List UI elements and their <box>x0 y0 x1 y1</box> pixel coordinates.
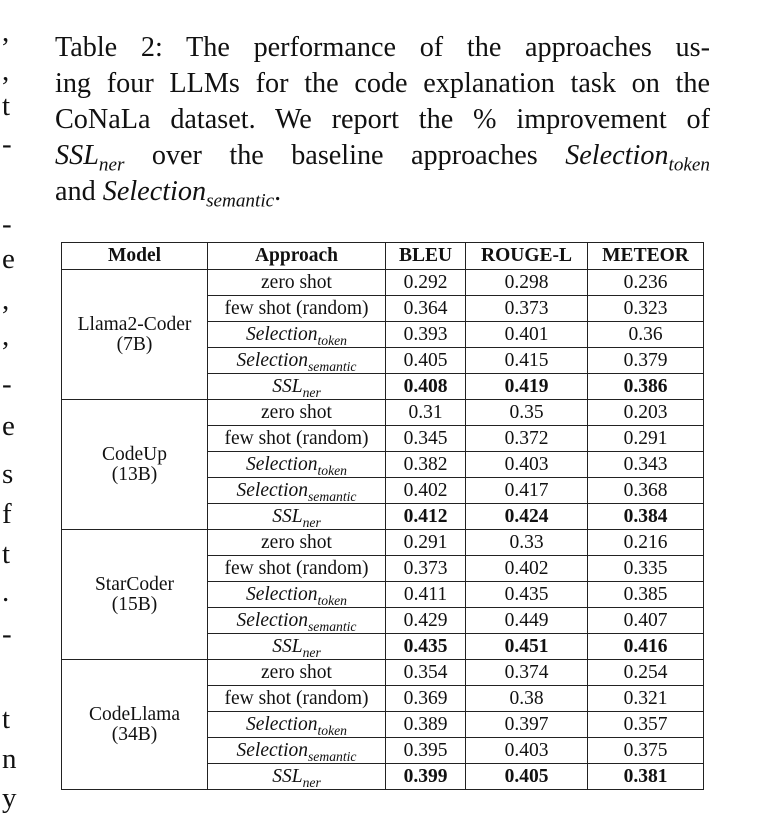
score-rouge-l: 0.33 <box>466 530 588 556</box>
score-rouge-l: 0.374 <box>466 660 588 686</box>
score-bleu: 0.292 <box>386 270 466 296</box>
score-meteor: 0.216 <box>588 530 704 556</box>
score-bleu: 0.31 <box>386 400 466 426</box>
model-name: CodeUp <box>102 444 167 465</box>
selection-semantic-math: Selection$_{semantic}$ <box>102 176 275 212</box>
score-rouge-l: 0.372 <box>466 426 588 452</box>
model-size: (7B) <box>116 333 153 355</box>
score-rouge-l: 0.451 <box>466 634 588 660</box>
margin-fragment: t <box>2 703 11 735</box>
approach-cell <box>208 764 386 790</box>
score-rouge-l: 0.435 <box>466 582 588 608</box>
score-bleu: 0.354 <box>386 660 466 686</box>
table-row <box>62 660 704 686</box>
score-bleu: 0.395 <box>386 738 466 764</box>
score-rouge-l: 0.419 <box>466 374 588 400</box>
score-meteor: 0.254 <box>588 660 704 686</box>
approach-cell <box>208 738 386 764</box>
header-meteor: METEOR <box>588 243 704 270</box>
margin-fragment: . <box>2 576 10 608</box>
score-bleu: 0.364 <box>386 296 466 322</box>
approach-cell: few shot (random) <box>208 556 386 582</box>
score-rouge-l: 0.401 <box>466 322 588 348</box>
header-approach: Approach <box>208 243 386 270</box>
approach-cell <box>208 452 386 478</box>
score-rouge-l: 0.397 <box>466 712 588 738</box>
score-rouge-l: 0.35 <box>466 400 588 426</box>
score-bleu: 0.412 <box>386 504 466 530</box>
approach-math: Selection$_{token}$ <box>245 713 347 738</box>
score-meteor: 0.236 <box>588 270 704 296</box>
model-name: CodeLlama <box>89 704 180 725</box>
score-rouge-l: 0.415 <box>466 348 588 374</box>
score-meteor: 0.323 <box>588 296 704 322</box>
score-rouge-l: 0.403 <box>466 452 588 478</box>
margin-fragment: e <box>2 410 15 442</box>
header-bleu: BLEU <box>386 243 466 270</box>
table-caption <box>55 30 710 210</box>
margin-fragment: t <box>2 538 11 570</box>
approach-cell: zero shot <box>208 270 386 296</box>
margin-fragment: e <box>2 243 15 275</box>
table-row <box>62 530 704 556</box>
header-model: Model <box>62 243 208 270</box>
margin-fragment: , <box>2 320 10 352</box>
approach-cell <box>208 634 386 660</box>
score-meteor: 0.407 <box>588 608 704 634</box>
caption-line-3: CoNaLa dataset. We report the % improvement of <box>55 104 710 135</box>
caption-line-4: $SSL_{ner}$ over the baseline approaches Selection$_{token}$ <box>55 140 710 176</box>
approach-math: Selection$_{semantic}$ <box>236 609 357 634</box>
score-rouge-l: 0.38 <box>466 686 588 712</box>
score-rouge-l: 0.424 <box>466 504 588 530</box>
approach-cell: few shot (random) <box>208 426 386 452</box>
caption-line-1: Table 2: The performance of the approaches us- <box>55 32 710 63</box>
score-meteor: 0.386 <box>588 374 704 400</box>
model-size: (15B) <box>111 593 158 615</box>
score-bleu: 0.408 <box>386 374 466 400</box>
approach-cell <box>208 348 386 374</box>
approach-cell <box>208 374 386 400</box>
score-bleu: 0.373 <box>386 556 466 582</box>
score-bleu: 0.345 <box>386 426 466 452</box>
results-table <box>61 242 704 790</box>
margin-fragment: - <box>2 128 12 160</box>
score-bleu: 0.411 <box>386 582 466 608</box>
approach-math: $SSL_{ner}$ <box>272 765 321 790</box>
table-row <box>62 400 704 426</box>
score-bleu: 0.291 <box>386 530 466 556</box>
score-meteor: 0.416 <box>588 634 704 660</box>
score-meteor: 0.343 <box>588 452 704 478</box>
approach-math: $SSL_{ner}$ <box>272 635 321 660</box>
model-size: (34B) <box>111 723 158 745</box>
margin-fragment: f <box>2 498 12 530</box>
score-meteor: 0.375 <box>588 738 704 764</box>
score-bleu: 0.389 <box>386 712 466 738</box>
score-meteor: 0.291 <box>588 426 704 452</box>
score-bleu: 0.399 <box>386 764 466 790</box>
caption-line-5: and Selection$_{semantic}$. <box>55 176 282 212</box>
score-bleu: 0.435 <box>386 634 466 660</box>
score-rouge-l: 0.298 <box>466 270 588 296</box>
margin-fragment: , <box>2 16 10 48</box>
score-meteor: 0.384 <box>588 504 704 530</box>
score-rouge-l: 0.405 <box>466 764 588 790</box>
model-name: Llama2-Coder <box>77 314 192 335</box>
margin-fragment: t <box>2 90 11 122</box>
model-size: (13B) <box>111 463 158 485</box>
margin-fragment: s <box>2 458 14 490</box>
model-name: StarCoder <box>94 574 175 595</box>
approach-math: $SSL_{ner}$ <box>272 375 321 400</box>
approach-cell <box>208 608 386 634</box>
score-rouge-l: 0.417 <box>466 478 588 504</box>
margin-fragment: - <box>2 618 12 650</box>
caption-line-2: ing four LLMs for the code explanation task on the <box>55 68 710 99</box>
score-meteor: 0.381 <box>588 764 704 790</box>
header-rouge-l: ROUGE-L <box>466 243 588 270</box>
score-meteor: 0.203 <box>588 400 704 426</box>
margin-fragment: - <box>2 368 12 400</box>
approach-cell: zero shot <box>208 400 386 426</box>
score-rouge-l: 0.449 <box>466 608 588 634</box>
margin-fragment: n <box>2 743 17 775</box>
score-bleu: 0.382 <box>386 452 466 478</box>
score-meteor: 0.379 <box>588 348 704 374</box>
ssl-ner-math: $SSL_{ner}$ <box>55 140 125 176</box>
selection-token-math: Selection$_{token}$ <box>565 140 710 176</box>
approach-math: $SSL_{ner}$ <box>272 505 321 530</box>
approach-math: Selection$_{semantic}$ <box>236 349 357 374</box>
score-meteor: 0.357 <box>588 712 704 738</box>
score-bleu: 0.429 <box>386 608 466 634</box>
margin-fragment: , <box>2 284 10 316</box>
approach-math: Selection$_{token}$ <box>245 583 347 608</box>
approach-math: Selection$_{token}$ <box>245 453 347 478</box>
score-rouge-l: 0.402 <box>466 556 588 582</box>
approach-cell: few shot (random) <box>208 296 386 322</box>
approach-math: Selection$_{semantic}$ <box>236 739 357 764</box>
approach-cell: zero shot <box>208 530 386 556</box>
approach-cell <box>208 582 386 608</box>
approach-cell <box>208 504 386 530</box>
margin-fragment: y <box>2 782 17 814</box>
approach-cell: zero shot <box>208 660 386 686</box>
model-cell <box>62 270 208 400</box>
margin-fragment: , <box>2 55 10 87</box>
approach-cell <box>208 322 386 348</box>
approach-cell <box>208 712 386 738</box>
table-row <box>62 270 704 296</box>
model-cell <box>62 400 208 530</box>
score-rouge-l: 0.403 <box>466 738 588 764</box>
margin-fragment: - <box>2 208 12 240</box>
score-bleu: 0.393 <box>386 322 466 348</box>
score-meteor: 0.321 <box>588 686 704 712</box>
score-bleu: 0.402 <box>386 478 466 504</box>
score-meteor: 0.368 <box>588 478 704 504</box>
model-cell <box>62 530 208 660</box>
score-meteor: 0.335 <box>588 556 704 582</box>
score-meteor: 0.36 <box>588 322 704 348</box>
model-cell <box>62 660 208 790</box>
approach-math: Selection$_{semantic}$ <box>236 479 357 504</box>
score-bleu: 0.405 <box>386 348 466 374</box>
approach-cell: few shot (random) <box>208 686 386 712</box>
table-header-row <box>62 243 704 270</box>
left-column-text-fragments <box>0 0 22 828</box>
approach-math: Selection$_{token}$ <box>245 323 347 348</box>
score-meteor: 0.385 <box>588 582 704 608</box>
approach-cell <box>208 478 386 504</box>
score-rouge-l: 0.373 <box>466 296 588 322</box>
score-bleu: 0.369 <box>386 686 466 712</box>
